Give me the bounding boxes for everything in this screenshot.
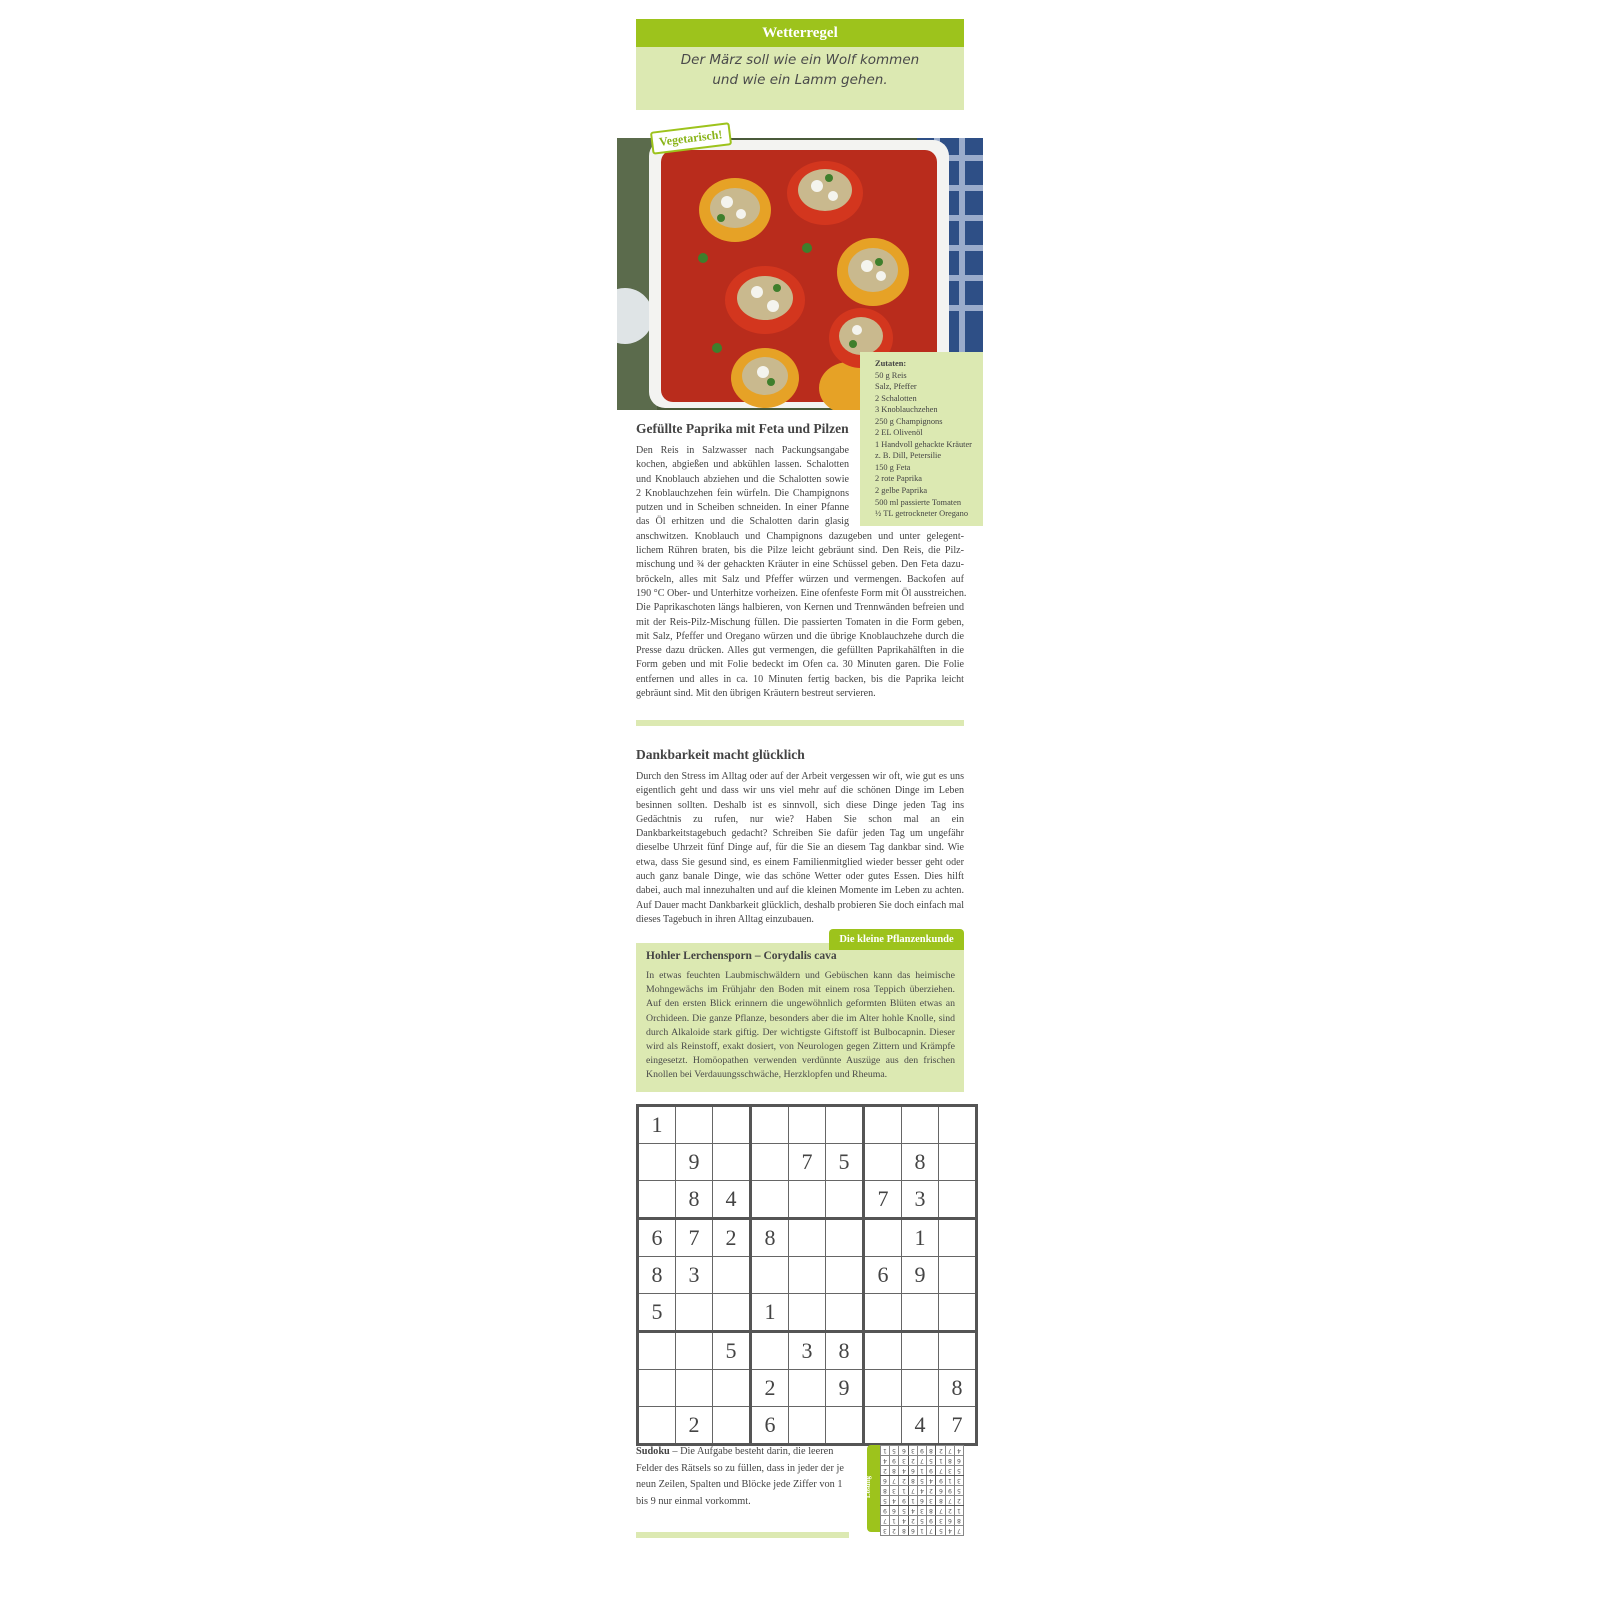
sudoku-cell[interactable] xyxy=(939,1144,977,1181)
solution-cell xyxy=(954,1466,963,1476)
recipe-line: putzen und in Scheiben schneiden. In einer Pfanne xyxy=(636,502,849,514)
solution-digit: 8 xyxy=(956,1517,961,1524)
solution-digit: 7 xyxy=(892,1477,897,1484)
solution-grid xyxy=(880,1445,964,1536)
solution-digit: 8 xyxy=(892,1467,897,1474)
sudoku-cell[interactable]: 2 xyxy=(751,1370,789,1407)
recipe-line: mit Salz, Pfeffer und Oregano würzen und die übrige Knoblauchzehe durch die xyxy=(636,630,964,642)
solution-cell xyxy=(899,1466,908,1476)
sudoku-cell[interactable] xyxy=(676,1106,713,1144)
solution-digit: 1 xyxy=(910,1497,915,1504)
solution-digit: 2 xyxy=(901,1477,906,1484)
sudoku-cell[interactable] xyxy=(789,1181,826,1219)
solution-digit: 3 xyxy=(947,1467,952,1474)
solution-cell xyxy=(927,1496,936,1506)
solution-cell xyxy=(927,1476,936,1486)
solution-cell xyxy=(954,1456,963,1466)
solution-digit: 7 xyxy=(956,1527,961,1534)
sudoku-cell[interactable] xyxy=(864,1294,902,1332)
weather-rule-box xyxy=(636,19,964,110)
solution-digit: 5 xyxy=(938,1527,943,1534)
sudoku-cell[interactable]: 8 xyxy=(902,1144,939,1181)
solution-cell xyxy=(936,1516,945,1526)
sudoku-description: – Die Aufgabe besteht darin, die leeren Felder des Rätsels so zu füllen, dass in jeder der je neun Zeilen, Spalten und Blöcke jede Ziffer von 1 bis 9 nur einmal vorkommt. xyxy=(636,1446,844,1507)
solution-digit: 1 xyxy=(883,1447,888,1454)
solution-digit: 8 xyxy=(929,1507,934,1514)
solution-cell xyxy=(945,1526,954,1536)
sudoku-cell[interactable] xyxy=(789,1219,826,1257)
sudoku-cell[interactable] xyxy=(638,1370,676,1407)
solution-cell xyxy=(917,1456,926,1466)
weather-rule-heading: Wetterregel xyxy=(636,19,964,47)
sudoku-cell[interactable] xyxy=(751,1144,789,1181)
solution-cell xyxy=(899,1526,908,1536)
solution-digit: 1 xyxy=(920,1467,924,1474)
sudoku-cell[interactable] xyxy=(789,1257,826,1294)
sudoku-cell[interactable] xyxy=(713,1294,751,1332)
solution-digit: 2 xyxy=(929,1487,934,1494)
solution-digit: 1 xyxy=(956,1507,961,1514)
solution-cell xyxy=(954,1486,963,1496)
sudoku-cell[interactable] xyxy=(751,1106,789,1144)
solution-cell xyxy=(954,1526,963,1536)
solution-digit: 5 xyxy=(883,1497,888,1504)
sudoku-solution xyxy=(864,1445,965,1534)
sudoku-cell[interactable] xyxy=(826,1294,864,1332)
solution-cell xyxy=(936,1446,945,1456)
solution-digit: 3 xyxy=(929,1497,934,1504)
solution-cell xyxy=(908,1496,917,1506)
plant-body: In etwas feuchten Laubmischwäldern und Gebüschen kann das heimische Mohngewächs im Frühjahr den Boden mit einem rosa Teppich überziehen. Auf den ersten Blick erinnern die ungewöhnlich geformten Blüten etwas an Orchideen. Die ganze Pflanze, besonders aber die im Alter hohle Knolle, sind durch Alkaloide stark giftig. Der wichtigste Giftstoff ist Bulbocapnin. Dieser wird als Reinstoff, exakt dosiert, von Neurologen gegen Zittern und Krämpfe eingesetzt. Homöopathen verwenden verdünnte Auszüge aus den frischen Knollen bei Verdauungsschwäche, Herzklopfen und Rheuma. xyxy=(646,970,955,1081)
sudoku-cell[interactable] xyxy=(751,1257,789,1294)
footer-divider xyxy=(636,1532,849,1538)
solution-digit: 6 xyxy=(920,1497,924,1504)
solution-digit: 7 xyxy=(910,1487,915,1494)
solution-cell xyxy=(954,1506,963,1516)
solution-digit: 9 xyxy=(929,1517,934,1524)
recipe-instructions xyxy=(636,444,967,701)
solution-digit: 5 xyxy=(929,1457,934,1464)
solution-digit: 6 xyxy=(901,1447,906,1454)
solution-cell xyxy=(927,1466,936,1476)
solution-digit: 4 xyxy=(883,1457,888,1464)
solution-digit: 8 xyxy=(883,1487,888,1494)
solution-cell xyxy=(890,1506,899,1516)
solution-digit: 4 xyxy=(901,1467,906,1474)
sudoku-cell[interactable] xyxy=(826,1106,864,1144)
sudoku-cell[interactable]: 5 xyxy=(713,1332,751,1370)
solution-cell xyxy=(881,1476,890,1486)
solution-cell xyxy=(936,1466,945,1476)
solution-digit: 4 xyxy=(947,1527,952,1534)
solution-digit: 4 xyxy=(920,1487,924,1494)
ingredient-item: 500 ml passierte Tomaten xyxy=(875,497,962,507)
sudoku-cell[interactable] xyxy=(902,1294,939,1332)
sudoku-cell[interactable]: 7 xyxy=(676,1219,713,1257)
solution-cell xyxy=(890,1526,899,1536)
solution-digit: 5 xyxy=(920,1477,924,1484)
sudoku-cell[interactable] xyxy=(826,1219,864,1257)
ingredient-item: 2 EL Olivenöl xyxy=(875,428,923,438)
sudoku-cell[interactable]: 6 xyxy=(751,1407,789,1445)
solution-digit: 4 xyxy=(910,1507,915,1514)
sudoku-cell[interactable] xyxy=(939,1332,977,1370)
solution-cell xyxy=(936,1496,945,1506)
solution-cell xyxy=(945,1496,954,1506)
recipe-title: Gefüllte Paprika mit Feta und Pilzen xyxy=(636,421,849,436)
solution-cell xyxy=(908,1486,917,1496)
vegetarian-badge: Vegetarisch! xyxy=(650,122,732,155)
ingredient-item: 2 Schalotten xyxy=(875,393,917,403)
sudoku-cell[interactable]: 6 xyxy=(638,1219,676,1257)
sudoku-cell[interactable]: 3 xyxy=(789,1332,826,1370)
sudoku-cell[interactable] xyxy=(864,1144,902,1181)
solution-digit: 4 xyxy=(956,1447,961,1454)
solution-cell xyxy=(927,1446,936,1456)
solution-digit: 1 xyxy=(901,1487,906,1494)
solution-digit: 5 xyxy=(920,1517,924,1524)
recipe-line: Presse dazu drücken. Alles gut vermengen, die gefüllten Paprikahälften in die xyxy=(636,645,964,657)
sudoku-cell[interactable] xyxy=(638,1181,676,1219)
sudoku-cell[interactable]: 4 xyxy=(902,1407,939,1445)
plant-section-tab: Die kleine Pflanzenkunde xyxy=(829,929,964,950)
sudoku-cell[interactable] xyxy=(676,1370,713,1407)
solution-cell xyxy=(936,1526,945,1536)
solution-cell xyxy=(881,1446,890,1456)
solution-cell xyxy=(908,1476,917,1486)
solution-digit: 4 xyxy=(929,1477,934,1484)
sudoku-cell[interactable] xyxy=(713,1144,751,1181)
solution-cell xyxy=(890,1516,899,1526)
solution-cell xyxy=(917,1466,926,1476)
recipe-line: Form geben und mit Folie bedeckt im Ofen ca. 30 Minuten garen. Die Folie xyxy=(636,659,964,671)
recipe-line: lichem Rühren braten, bis die Pilze leicht gebräunt sind. Den Reis, die Pilz- xyxy=(636,545,964,557)
recipe-line: 190 °C Ober- und Unterhitze vorheizen. Eine ofenfeste Form mit Öl ausstreichen. xyxy=(636,587,967,599)
sudoku-cell[interactable] xyxy=(939,1219,977,1257)
solution-digit: 7 xyxy=(929,1527,934,1534)
sudoku-cell[interactable] xyxy=(864,1407,902,1445)
solution-cell xyxy=(927,1516,936,1526)
solution-digit: 5 xyxy=(901,1507,906,1514)
recipe-line: entfernen und alles in ca. 10 Minuten fertig backen, bis die Paprika leicht xyxy=(636,673,964,685)
recipe-line: das Öl erhitzen und die Schalotten darin glasig xyxy=(636,516,849,528)
recipe-line: kochen, abgießen und abkühlen lassen. Schalotten xyxy=(636,459,849,471)
solution-cell xyxy=(899,1496,908,1506)
solution-cell xyxy=(908,1506,917,1516)
solution-digit: 8 xyxy=(947,1457,952,1464)
ingredient-item: 2 rote Paprika xyxy=(875,474,922,484)
solution-cell xyxy=(890,1496,899,1506)
sudoku-cell[interactable]: 1 xyxy=(751,1294,789,1332)
recipe-line: Den Reis in Salzwasser nach Packungsangabe xyxy=(636,445,849,456)
sudoku-cell[interactable] xyxy=(638,1332,676,1370)
solution-cell xyxy=(881,1466,890,1476)
solution-cell xyxy=(945,1466,954,1476)
ingredients-heading: Zutaten: xyxy=(875,359,907,368)
sudoku-label: Sudoku xyxy=(636,1446,670,1457)
solution-cell xyxy=(927,1506,936,1516)
sudoku-cell[interactable] xyxy=(902,1370,939,1407)
solution-cell xyxy=(890,1456,899,1466)
sudoku-cell[interactable] xyxy=(864,1332,902,1370)
solution-cell xyxy=(890,1446,899,1456)
solution-digit: 7 xyxy=(947,1447,952,1454)
solution-cell xyxy=(899,1456,908,1466)
solution-digit: 9 xyxy=(938,1477,943,1484)
solution-cell xyxy=(954,1516,963,1526)
sudoku-cell[interactable] xyxy=(713,1106,751,1144)
sudoku-cell[interactable] xyxy=(789,1294,826,1332)
solution-cell xyxy=(917,1496,926,1506)
sudoku-cell[interactable]: 9 xyxy=(902,1257,939,1294)
solution-digit: 2 xyxy=(956,1497,961,1504)
solution-cell xyxy=(908,1526,917,1536)
solution-cell xyxy=(936,1476,945,1486)
solution-cell xyxy=(936,1456,945,1466)
solution-digit: 7 xyxy=(947,1497,952,1504)
solution-cell xyxy=(945,1506,954,1516)
solution-digit: 3 xyxy=(910,1447,915,1454)
solution-cell xyxy=(945,1456,954,1466)
solution-digit: 7 xyxy=(920,1457,924,1464)
solution-digit: 3 xyxy=(883,1527,888,1534)
solution-cell xyxy=(945,1516,954,1526)
sudoku-cell[interactable]: 3 xyxy=(676,1257,713,1294)
sudoku-cell[interactable] xyxy=(713,1257,751,1294)
solution-cell xyxy=(890,1466,899,1476)
solution-cell xyxy=(954,1476,963,1486)
solution-digit: 7 xyxy=(883,1517,888,1524)
solution-digit: 3 xyxy=(920,1507,924,1514)
recipe-line: mit der Reis-Pilz-Mischung füllen. Die passierten Tomaten in die Form geben, xyxy=(636,616,964,628)
sudoku-cell[interactable] xyxy=(638,1407,676,1445)
ingredient-item: ½ TL getrockneter Oregano xyxy=(875,509,969,519)
weather-rule-line-2: und wie ein Lamm gehen. xyxy=(712,72,888,88)
solution-digit: 6 xyxy=(938,1487,943,1494)
solution-cell xyxy=(908,1516,917,1526)
sudoku-cell[interactable]: 8 xyxy=(676,1181,713,1219)
solution-digit: 6 xyxy=(892,1507,897,1514)
solution-digit: 8 xyxy=(910,1477,915,1484)
solution-cell xyxy=(927,1486,936,1496)
solution-digit: 4 xyxy=(901,1517,906,1524)
sudoku-cell[interactable] xyxy=(939,1257,977,1294)
solution-cell xyxy=(917,1526,926,1536)
solution-digit: 3 xyxy=(938,1517,943,1524)
sudoku-cell[interactable] xyxy=(713,1407,751,1445)
solution-digit: 4 xyxy=(892,1497,897,1504)
sudoku-cell[interactable] xyxy=(864,1219,902,1257)
solution-digit: 5 xyxy=(892,1447,897,1454)
solution-digit: 8 xyxy=(938,1497,943,1504)
solution-digit: 6 xyxy=(883,1477,888,1484)
solution-cell xyxy=(899,1506,908,1516)
solution-digit: 1 xyxy=(947,1477,952,1484)
sudoku-cell[interactable] xyxy=(789,1407,826,1445)
ingredient-item: 1 Handvoll gehackte Kräuter xyxy=(875,439,972,449)
sudoku-cell[interactable] xyxy=(826,1181,864,1219)
sudoku-cell[interactable] xyxy=(751,1332,789,1370)
sudoku-instructions xyxy=(636,1444,851,1510)
ingredient-item: z. B. Dill, Petersilie xyxy=(875,451,942,461)
solution-cell xyxy=(899,1486,908,1496)
sudoku-cell[interactable] xyxy=(939,1106,977,1144)
solution-cell xyxy=(899,1476,908,1486)
solution-cell xyxy=(881,1506,890,1516)
sudoku-cell[interactable]: 4 xyxy=(713,1181,751,1219)
solution-digit: 1 xyxy=(920,1527,924,1534)
solution-digit: 2 xyxy=(910,1457,915,1464)
solution-digit: 5 xyxy=(956,1467,961,1474)
solution-digit: 3 xyxy=(901,1457,906,1464)
solution-cell xyxy=(954,1496,963,1506)
sudoku-cell[interactable] xyxy=(789,1106,826,1144)
solution-cell xyxy=(917,1476,926,1486)
recipe-line: 2 Knoblauchzehen fein würfeln. Die Champignons xyxy=(636,487,849,499)
sudoku-cell[interactable]: 3 xyxy=(902,1181,939,1219)
sudoku-cell[interactable] xyxy=(939,1294,977,1332)
recipe-line: anschwitzen. Knoblauch und Champignons dazugeben und unter gelegent- xyxy=(636,530,964,542)
ingredient-item: Salz, Pfeffer xyxy=(875,382,917,392)
solution-digit: 6 xyxy=(910,1527,915,1534)
sudoku-grid xyxy=(636,1104,978,1446)
sudoku-cell[interactable]: 9 xyxy=(826,1370,864,1407)
sudoku-cell[interactable]: 1 xyxy=(902,1219,939,1257)
sudoku-cell[interactable]: 5 xyxy=(638,1294,676,1332)
solution-cell xyxy=(899,1516,908,1526)
solution-digit: 9 xyxy=(883,1507,888,1514)
ingredient-item: 250 g Champignons xyxy=(875,416,943,426)
solution-cell xyxy=(945,1476,954,1486)
sudoku-cell[interactable] xyxy=(751,1181,789,1219)
recipe-line: und Knoblauch abziehen und die Schalotten sowie xyxy=(636,473,849,485)
sudoku-cell[interactable]: 7 xyxy=(789,1144,826,1181)
sudoku-cell[interactable] xyxy=(826,1257,864,1294)
solution-digit: 2 xyxy=(892,1527,897,1534)
solution-digit: 8 xyxy=(929,1447,934,1454)
sudoku-cell[interactable] xyxy=(638,1144,676,1181)
solution-cell xyxy=(927,1456,936,1466)
sudoku-cell[interactable]: 8 xyxy=(751,1219,789,1257)
solution-cell xyxy=(908,1466,917,1476)
solution-cell xyxy=(945,1446,954,1456)
solution-digit: 3 xyxy=(892,1487,897,1494)
ingredient-item: 3 Knoblauchzehen xyxy=(875,405,938,415)
sudoku-cell[interactable]: 1 xyxy=(638,1106,676,1144)
solution-digit: 2 xyxy=(883,1467,888,1474)
sudoku-cell[interactable]: 9 xyxy=(676,1144,713,1181)
solution-cell xyxy=(936,1506,945,1516)
solution-digit: 7 xyxy=(938,1507,943,1514)
solution-cell xyxy=(881,1456,890,1466)
solution-digit: 2 xyxy=(938,1447,943,1454)
solution-cell xyxy=(890,1476,899,1486)
sudoku-cell[interactable] xyxy=(939,1181,977,1219)
sudoku-cell[interactable]: 7 xyxy=(939,1407,977,1445)
solution-cell xyxy=(954,1446,963,1456)
weather-rule-line-1: Der März soll wie ein Wolf kommen xyxy=(680,52,920,68)
solution-digit: 9 xyxy=(947,1487,952,1494)
recipe-line: Die Paprikaschoten längs halbieren, von Kernen und Trennwänden befreien und xyxy=(636,602,964,614)
solution-cell xyxy=(917,1506,926,1516)
sudoku-cell[interactable]: 2 xyxy=(676,1407,713,1445)
recipe-line: gebräunt sind. Mit den übrigen Kräutern bestreut servieren. xyxy=(636,688,876,700)
solution-digit: 9 xyxy=(892,1457,897,1464)
solution-digit: 8 xyxy=(901,1527,906,1534)
solution-cell xyxy=(927,1526,936,1536)
sudoku-cell[interactable] xyxy=(676,1332,713,1370)
solution-digit: 3 xyxy=(956,1477,961,1484)
solution-digit: 6 xyxy=(947,1517,952,1524)
sudoku-cell[interactable]: 8 xyxy=(826,1332,864,1370)
solution-digit: 9 xyxy=(929,1467,934,1474)
ingredient-item: 50 g Reis xyxy=(875,370,907,380)
ingredient-item: 2 gelbe Paprika xyxy=(875,486,928,496)
section-divider xyxy=(636,720,964,726)
solution-cell xyxy=(936,1486,945,1496)
solution-cell xyxy=(881,1486,890,1496)
solution-cell xyxy=(881,1516,890,1526)
sudoku-cell[interactable]: 6 xyxy=(864,1257,902,1294)
solution-digit: 6 xyxy=(910,1467,915,1474)
sudoku-cell[interactable]: 5 xyxy=(826,1144,864,1181)
solution-digit: 7 xyxy=(938,1467,943,1474)
sudoku-cell[interactable] xyxy=(864,1370,902,1407)
solution-cell xyxy=(881,1496,890,1506)
solution-digit: 5 xyxy=(956,1487,961,1494)
ingredient-item: 150 g Feta xyxy=(875,462,911,472)
sudoku-cell[interactable]: 7 xyxy=(864,1181,902,1219)
sudoku-cell[interactable]: 8 xyxy=(939,1370,977,1407)
solution-label: Lösung xyxy=(864,1475,873,1499)
article-title: Dankbarkeit macht glücklich xyxy=(636,747,805,762)
weather-rule-text xyxy=(636,47,964,90)
sudoku-cell[interactable]: 2 xyxy=(713,1219,751,1257)
solution-tab xyxy=(864,1445,880,1532)
sudoku-cell[interactable] xyxy=(902,1332,939,1370)
solution-cell xyxy=(890,1486,899,1496)
recipe-line: bröckeln, alles mit Salz und Pfeffer würzen und vermengen. Backofen auf xyxy=(636,573,964,585)
sudoku-cell[interactable] xyxy=(789,1370,826,1407)
solution-digit: 1 xyxy=(892,1517,897,1524)
solution-cell xyxy=(908,1456,917,1466)
sudoku-cell[interactable] xyxy=(676,1294,713,1332)
sudoku-cell[interactable] xyxy=(864,1106,902,1144)
sudoku-cell[interactable] xyxy=(713,1370,751,1407)
solution-digit: 9 xyxy=(920,1447,924,1454)
solution-cell xyxy=(917,1516,926,1526)
solution-digit: 2 xyxy=(947,1507,952,1514)
sudoku-cell[interactable] xyxy=(902,1106,939,1144)
recipe-line: mischung und ¾ der gehackten Kräuter in eine Schüssel geben. Den Feta dazu- xyxy=(636,559,964,571)
solution-cell xyxy=(899,1446,908,1456)
solution-digit: 1 xyxy=(938,1457,943,1464)
solution-cell xyxy=(945,1486,954,1496)
sudoku-cell[interactable]: 8 xyxy=(638,1257,676,1294)
solution-digit: 9 xyxy=(901,1497,906,1504)
solution-digit: 2 xyxy=(910,1517,915,1524)
solution-digit: 6 xyxy=(956,1457,961,1464)
plant-title: Hohler Lerchensporn – Corydalis cava xyxy=(646,950,837,962)
solution-cell xyxy=(908,1446,917,1456)
solution-cell xyxy=(917,1486,926,1496)
sudoku-cell[interactable] xyxy=(826,1407,864,1445)
solution-cell xyxy=(881,1526,890,1536)
article-body: Durch den Stress im Alltag oder auf der Arbeit vergessen wir oft, wie gut es uns eigentlich geht und dass wir uns viel mehr auf die schönen Dinge im Leben besinnen sollten. Deshalb ist es sinnvoll, sich diese Dinge jeden Tag ins Gedächtnis zu rufen, nur wie? Haben Sie schon mal an ein Dankbarkeitstagebuch gedacht? Schreiben Sie dafür jeden Tag um ungefähr dieselbe Uhrzeit fünf Dinge auf, für die Sie an diesem Tag dankbar sind. Wie etwa, dass Sie gesund sind, es einem Familienmitglied wieder besser geht oder auch ganz banale Dinge, wie das schöne Wetter oder gutes Essen. Dies hilft dabei, auch mal innezuhalten und auf die kleinen Momente im Leben zu achten. Auf Dauer macht Dankbarkeit glücklich, deshalb probieren Sie doch einfach mal dieses Tagebuch in ihren Alltag einzubauen. xyxy=(636,771,964,925)
solution-cell xyxy=(917,1446,926,1456)
